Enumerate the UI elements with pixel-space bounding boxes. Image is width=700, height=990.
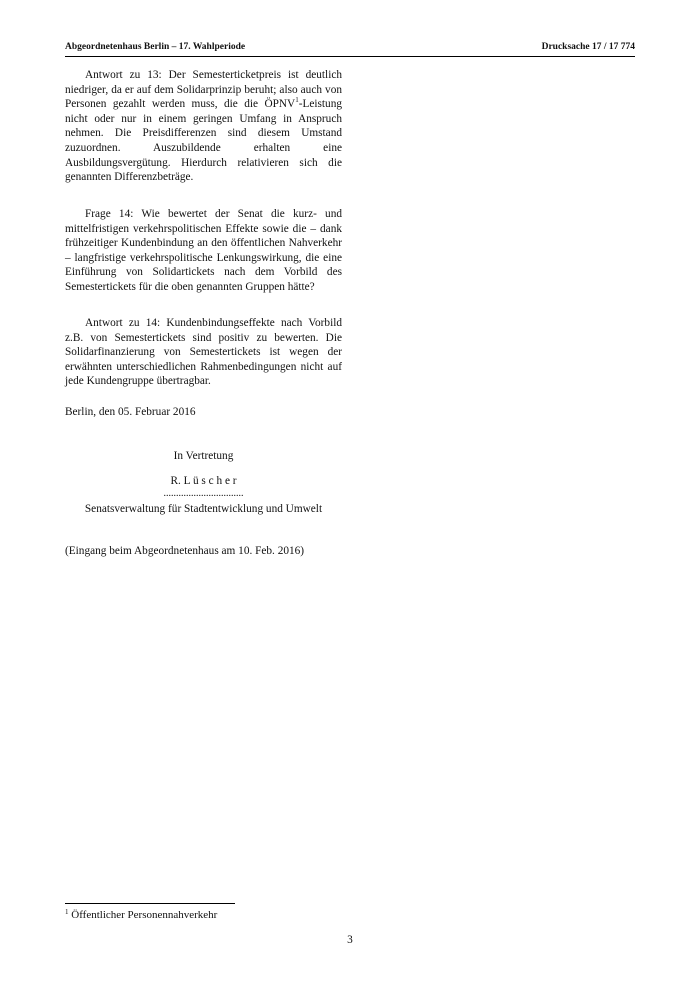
- footnote: [65, 908, 217, 922]
- receipt-note: (Eingang beim Abgeordnetenhaus am 10. Feb. 2016): [65, 545, 305, 557]
- footnote-marker: 1: [295, 96, 299, 105]
- header-left: Abgeordnetenhaus Berlin – 17. Wahlperiode: [65, 42, 246, 52]
- signer-name: R. L ü s c h e r: [170, 475, 237, 487]
- in-vertretung: In Vertretung: [173, 450, 234, 462]
- footnote-rule: [65, 903, 235, 904]
- answer-14-text: Antwort zu 14: Kundenbindungseffekte nach Vorbild z.B. von Semestertickets sind positiv zu bewerten. Die Solidarfinanzierung von Semestertickets ist wegen der erwähnten unterschiedlichen Rahmenbedingungen nicht auf jede Kundengruppe übertragbar.: [65, 317, 342, 388]
- answer-14: [65, 316, 342, 389]
- answer-13-text: Antwort zu 13: Der Semesterticketpreis ist deutlich niedriger, da er auf dem Solidarprinzip beruht; also auch von Personen gezahlt werden muss, die die ÖPNV$^1$-Leistung nicht oder nur in einem geringen Umfang in Anspruch nehmen. Die Preisdifferenzen sind diesem Umstand zuzuordnen. Auszubildende erhalten eine Ausbildungsvergütung. Hierdurch relativieren sich die genannten Differenzbeträge.: [65, 69, 342, 184]
- question-14: [65, 207, 342, 295]
- header-rule: [65, 56, 635, 57]
- header-right: Drucksache 17 / 17 774: [541, 42, 635, 52]
- footnote-number: 1: [65, 908, 69, 916]
- footnote-text: Öffentlicher Personennahverkehr: [68, 909, 218, 921]
- date-line: Berlin, den 05. Februar 2016: [65, 406, 196, 418]
- page-header: [65, 40, 635, 55]
- question-14-text: Frage 14: Wie bewertet der Senat die kurz- und mittelfristigen verkehrspolitischen Effekte sowie die – dank frühzeitiger Kundenbindung an den öffentlichen Nahverkehr – langfristige verkehrspolitische Lenkungswirkung, die eine Einführung von Solidartickets nach dem Vorbild des Semestertickets für die oben genannten Gruppen hätte?: [65, 208, 342, 293]
- agency-name: Senatsverwaltung für Stadtentwicklung und Umwelt: [84, 503, 323, 515]
- page-number: 3: [347, 934, 353, 946]
- signature-dots: ................................: [163, 488, 244, 499]
- answer-13: [65, 68, 342, 185]
